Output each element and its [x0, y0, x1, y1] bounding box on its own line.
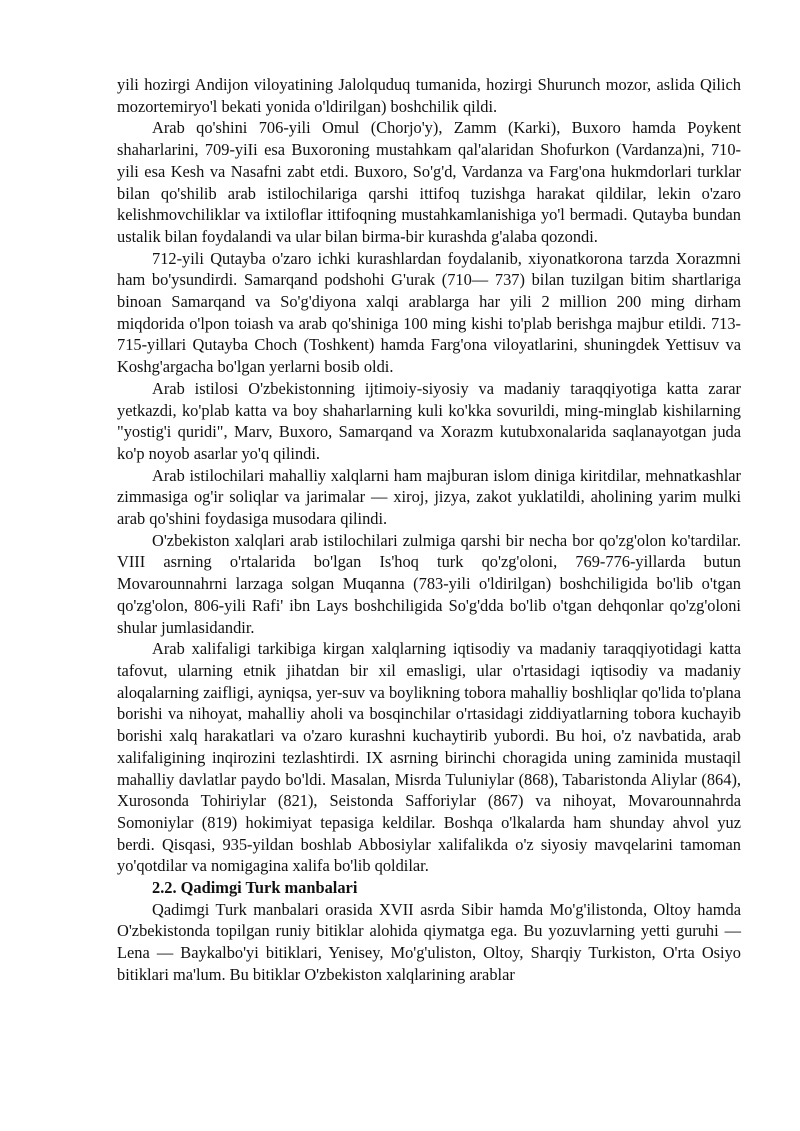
paragraph-arab-campaigns: Arab qo'shini 706-yili Omul (Chorjo'y), Zamm (Karki), Buxoro hamda Poykent shaharlarini, 709-yiIi esa Buxoroning mustahkam qal'alaridan Shofurkon (Vardanza)ni, 710-yili esa Kesh va Nasafni zabt etdi. Buxoro, So'g'd, Vardanza va Farg'ona hukmdorlari turklar bilan qo'shilib arab istilochilariga qarshi ittifoq tuzishga harakat qildilar, lekin o'zaro kelishmovchiliklar va ixtiloflar ittifoqning mustahkamlanishiga yo'l bermadi. Qutayba bundan ustalik bilan foydalandi va ular bilan birma-bir kurashda g'alaba qozondi.	[117, 118, 741, 246]
paragraph-turkic-sources: Qadimgi Turk manbalari orasida XVII asrda Sibir hamda Mo'g'ilistonda, Oltoy hamda O'zbekistonda topilgan runiy bitiklar alohida qiymatga ega. Bu yozuvlarning yetti guruhi — Lena — Baykalbo'yi bitiklari, Yenisey, Mo'g'uliston, Oltoy, Sharqiy Turkiston, O'rta Osiyo bitiklari ma'lum. Bu bitiklar O'zbekiston xalqlarining arablar	[117, 899, 741, 984]
paragraph-arab-conquest-damage: Arab istilosi O'zbekistonning ijtimoiy-siyosiy va madaniy taraqqiyotiga katta zarar yetkazdi, ko'plab katta va boy shaharlarning kuli ko'kka sovurildi, ming-minglab kishilarning "yostig'i quridi", Marv, Buxoro, Samarqand va Xorazm kutubxonalarida saqlanayotgan juda ko'p noyob asarlar yo'q qilindi.	[117, 378, 741, 463]
paragraph-uprisings: O'zbekiston xalqlari arab istilochilari zulmiga qarshi bir necha bor qo'zg'olon ko'tardilar. VIII asrning o'rtalarida bo'lgan Is'hoq turk qo'zg'oloni, 769-776-yillarda butun Movarounnahrni larzaga solgan Muqanna (783-yili o'ldirilgan) boshchiligida bo'lib o'tgan qo'zg'olon, 806-yili Rafi' ibn Lays boshchiligida So'g'dda bo'lib o'tgan dehqonlar qo'zg'oloni shular jumlasidandir.	[117, 530, 741, 637]
paragraph-caliphate-decline: Arab xalifaligi tarkibiga kirgan xalqlarning iqtisodiy va madaniy taraqqiyotidagi katta tafovut, ularning etnik jihatdan bir xil emasligi, ular o'rtasidagi iqtisodiy va madaniy aloqalarning zaifligi, ayniqsa, yer-suv va boylikning tobora mahalliy boshliqlar qo'lida to'plana borishi va nihoyat, mahalliy aholi va bosqinchilar o'rtasidagi ziddiyatlarning tobora kuchayib borishi xalq harakatlari va o'zaro kurashni kuchaytirib yubordi. Bu hoi, o'z navbatida, arab xalifaligining inqirozini tezlashtirdi. IX asrning birinchi choragida uning zaminida mustaqil mahalliy davlatlar paydo bo'ldi. Masalan, Misrda Tuluniylar (868), Tabaristonda Aliylar (864), Xurosonda Tohiriylar (821), Seistonda Safforiylar (867) va nihoyat, Movarounnahrda Somoniylar (819) hokimiyat tepasiga keldilar. Boshqa o'lkalarda ham shunday ahvol yuz berdi. Qisqasi, 935-yildan boshlab Abbosiylar xalifalikda o'z siyosiy mavqelarini tamoman yo'qotdilar va nomigagina xalifa bo'lib qoldilar.	[117, 639, 741, 876]
section-heading: 2.2. Qadimgi Turk manbalari	[152, 878, 358, 898]
paragraph-islam-taxes: Arab istilochilari mahalliy xalqlarni ham majburan islom diniga kiritdilar, mehnatkashlar zimmasiga og'ir soliqlar va jarimalar — xiroj, jizya, zakot yuklatildi, aholining yarim mulki arab qo'shini foydasiga musodara qilindi.	[117, 465, 741, 529]
paragraph-qutayba-xorazm: 712-yili Qutayba o'zaro ichki kurashlardan foydalanib, xiyonatkorona tarzda Xorazmni ham bo'ysundirdi. Samarqand podshohi G'urak (710— 737) bilan tuzilgan bitim shartlariga binoan Samarqand va So'g'diyona xalqi arablarga har yili 2 million 200 ming dirham miqdorida o'lpon toiash va arab qo'shiniga 100 ming kishi to'plab berishga majbur etildi. 713-715-yillari Qutayba Choch (Toshkent) hamda Farg'ona viloyatlarini, shuningdek Yettisuv va Koshg'argacha bo'lgan yerlarni bosib oldi.	[117, 248, 741, 377]
document-page	[117, 74, 741, 986]
paragraph-continuation: yili hozirgi Andijon viloyatining Jalolquduq tumanida, hozirgi Shurunch mozor, aslida Qilich mozortemiryo'l bekati yonida o'ldirilgan) boshchilik qildi.	[117, 75, 741, 116]
